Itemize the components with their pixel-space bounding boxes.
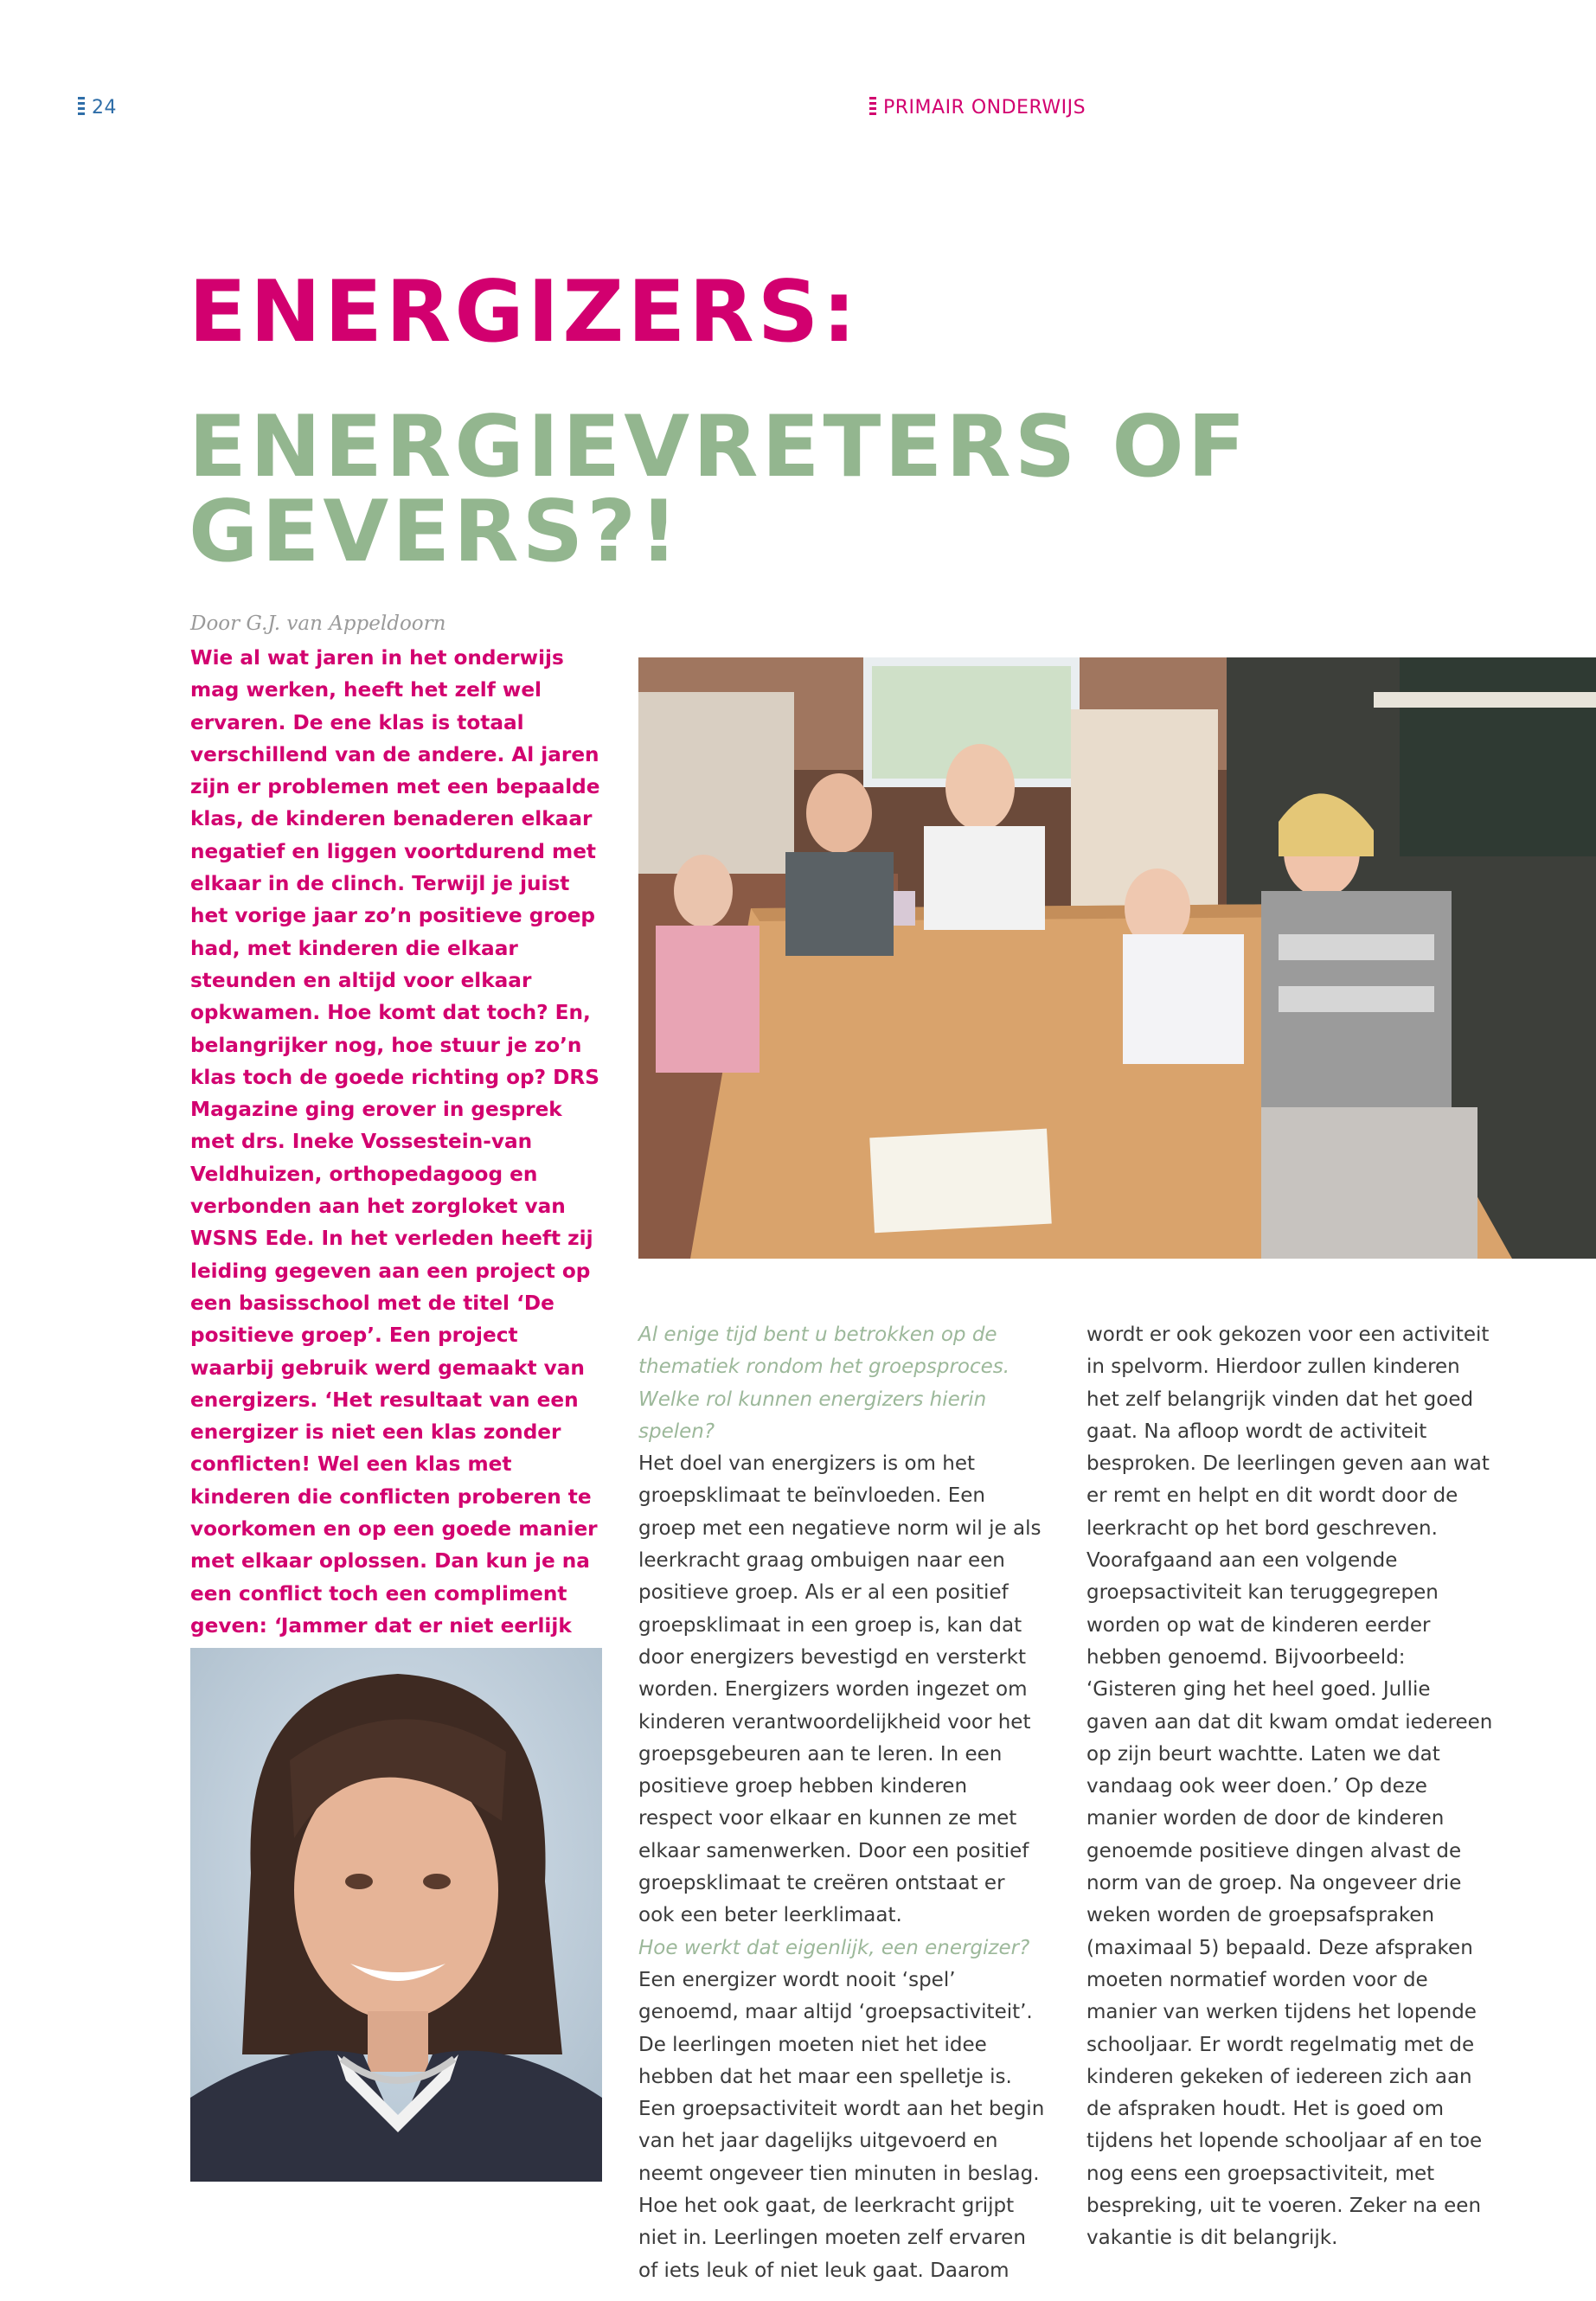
classroom-photo-image xyxy=(638,657,1596,1259)
title-line-1: ENERGIZERS: xyxy=(189,263,860,362)
section-marker-icon xyxy=(869,97,876,116)
intro-paragraph: Wie al wat jaren in het onderwijs mag werken, heeft het zelf wel ervaren. De ene klas is totaal verschillend van de andere. Al jaren zijn er problemen met een bepaalde klas, de kinderen benaderen elkaar negatief en liggen voortdurend met elkaar in de clinch. Terwijl je juist het vorige jaar zo’n positieve groep had, met kinderen die elkaar steunden en altijd voor elkaar opkwamen. Hoe komt dat toch? En, belangrijker nog, hoe stuur je zo’n klas toch de goede richting op? DRS Magazine ging erover in gesprek met drs. Ineke Vossestein-van Veldhuizen, orthopedagoog en verbonden aan het zorgloket van WSNS Ede. In het verleden heeft zij leiding gegeven aan een project op een basisschool met de titel ‘De positieve groep’. Een project waarbij gebruik werd gemaakt van energizers. ‘Het resultaat van een energizer is niet een klas zonder conflicten! Wel een klas met kinderen die conflicten proberen te voorkomen en op een goede manier met elkaar oplossen. Dan kun je na een conflict toch een compliment geven: ‘Jammer dat er niet eerlijk xyxy=(190,646,600,1638)
title-line-2: ENERGIEVRETERS OF GEVERS?! xyxy=(189,398,1249,581)
body-column-2 xyxy=(1086,1319,1493,2255)
intro-text xyxy=(190,642,604,1771)
interview-question-1: Al enige tijd bent u betrokken op de thematiek rondom het groepsproces. Welke rol kunnen energizers hierin spelen? xyxy=(638,1324,1010,1443)
portrait-photo xyxy=(190,1648,602,2182)
portrait-photo-image xyxy=(190,1648,602,2182)
body-column-1 xyxy=(638,1319,1045,2287)
answer-paragraph-2-continued: wordt er ook gekozen voor een activiteit in spelvorm. Hierdoor zullen kinderen het zelf belangrijk vinden dat het goed gaat. Na afloop wordt de activiteit besproken. De leerlingen geven aan wat er remt en helpt en dit wordt door de leerkracht op het bord geschreven. Voorafgaand aan een volgende groepsactiviteit kan teruggegrepen worden op wat de kinderen eerder hebben genoemd. Bijvoorbeeld: ‘Gisteren ging het heel goed. Jullie gaven aan dat dit kwam omdat iedereen op zijn beurt wachtte. Laten we dat vandaag ook weer doen.’ Op deze manier worden de door de kinderen genoemde positieve dingen alvast de norm van de groep. Na ongeveer drie weken worden de groepsafspraken (maximaal 5) bepaald. Deze afspraken moeten normatief worden voor de manier van werken tijdens het lopende schooljaar. Er wordt regelmatig met de kinderen gekeken of iedereen zich aan de afspraken houdt. Het is goed om tijdens het lopende schooljaar af en toe nog eens een groepsactiviteit, met bespreking, uit te voeren. Zeker na een vakantie is dit belangrijk. xyxy=(1086,1324,1493,2250)
answer-paragraph-1: Het doel van energizers is om het groepsklimaat te beïnvloeden. Een groep met een negatieve norm wil je als leerkracht graag ombuigen naar een positieve groep. Als er al een positief groepsklimaat in een groep is, kan dat door energizers bevestigd en versterkt worden. Energizers worden ingezet om kinderen verantwoordelijkheid voor het groepsgebeuren aan te leren. In een positieve groep hebben kinderen respect voor elkaar en kunnen ze met elkaar samenwerken. Door een positief groepsklimaat te creëren ontstaat er ook een beter leerklimaat. xyxy=(638,1452,1042,1927)
interview-question-2: Hoe werkt dat eigenlijk, een energizer? xyxy=(638,1936,1030,1959)
page-number: 24 xyxy=(78,97,117,119)
section-label: PRIMAIR ONDERWIJS xyxy=(869,97,1086,119)
classroom-photo xyxy=(638,657,1596,1259)
page-marker-icon xyxy=(78,97,85,116)
byline: Door G.J. van Appeldoorn xyxy=(190,612,446,635)
answer-paragraph-2: Een energizer wordt nooit ‘spel’ genoemd, maar altijd ‘groepsactiviteit’. De leerlingen moeten niet het idee hebben dat het maar een spelletje is. Een groepsactiviteit wordt aan het begin van het jaar dagelijks uitgevoerd en neemt ongeveer tien minuten in beslag. Hoe het ook gaat, de leerkracht grijpt niet in. Leerlingen moeten zelf ervaren of iets leuk of niet leuk gaat. Daarom xyxy=(638,1968,1045,2282)
